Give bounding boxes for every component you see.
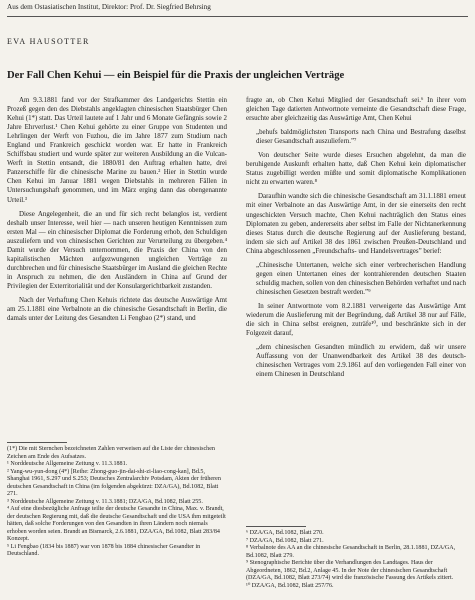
- footnote: ² Yang-wu-yun-dong (4*) [Reihe: Zhong-guo-jin-dai-shi-zi-liao-cong-kan], Bd.5, Shanghai 1961, S.297 und S.253; Deutsches Zentralarchiv Potsdam, Akten der früheren deutschen Gesandtschaft in China (im folgenden abgekürzt: DZA/GA), Bd.1082, Blatt 271.: [7, 468, 221, 497]
- left-footnotes: [7, 438, 227, 559]
- quotation: „Chinesische Untertanen, welche sich einer verbrecherischen Handlung gegen einen Untertanen eines der kontrahierenden deutschen Staaten schuldig machen, sollen von den chinesischen Behörden verhaftet und nach chinesischen Gesetzen bestraft werden.”⁹: [256, 260, 466, 296]
- footnote: ⁵ Li Fengbao (1834 bis 1887) war von 1878 bis 1884 chinesischer Gesandter in Deutschland.: [7, 543, 201, 557]
- right-column: [246, 96, 466, 384]
- page-header: Aus dem Ostasiatischen Institut, Direktor: Prof. Dr. Siegfried Behrsing: [7, 3, 211, 11]
- header-rule: [7, 16, 468, 17]
- footnote: ⁷ DZA/GA, Bd.1082, Blatt 271.: [246, 537, 324, 544]
- quotation: „dem chinesischen Gesandten mündlich zu erwidern, daß wir unsere Auffassung von der Unanwendbarkeit des Artikel 38 des deutsch-chinesischen Vertrages vom 2.9.1861 auf den vorliegenden Fall einer von einem Chinesen in Deutschland: [256, 343, 466, 379]
- author: EVA HAUSOTTER: [7, 37, 90, 46]
- paragraph: Nach der Verhaftung Chen Kehuis richtete das deutsche Auswärtige Amt am 25.1.1881 eine Verbalnote an die chinesische Gesandtschaft in Berlin, die damals unter der Leitung des Gesandten Li Fengbao (2*) stand, und: [7, 295, 227, 323]
- paragraph: Diese Angelegenheit, die an und für sich recht belanglos ist, verdient deshalb unser Interesse, weil hier — nach unseren heutigen Kenntnissen zum ersten Mal — ein chinesischer Diplomat die Forderung erhob, den Schuldigen auszuliefern und von chinesischen Gerichten zur Verurteilung zu übergeben.⁴ Damit wurde der Versuch unternommen, die Praxis der China von den kapitalistischen Mächten aufgezwungenen ungleichen Verträge zu durchbrechen und für chinesische Staatsbürger im Ausland die gleichen Rechte in Anspruch zu nehmen, die den Ausländern in China auf Grund der Privilegien der Exterritorialität und der Konsulargerichtbarkeit zustanden.: [7, 209, 227, 290]
- footnote-rule: [7, 442, 67, 443]
- footnote: (1*) Die mit Sternchen bezeichneten Zahlen verweisen auf die Liste der chinesischen Zeichen am Ende des Aufsatzes.: [7, 446, 215, 460]
- footnote: ⁶ DZA/GA, Bd.1082, Blatt 270.: [246, 530, 324, 536]
- footnote: ⁸ Verbalnote des AA an die chinesische Gesandtschaft in Berlin, 28.1.1881, DZA/GA, Bd.1082, Blatt 279.: [246, 545, 456, 559]
- paragraph: In seiner Antwortnote vom 8.2.1881 verweigerte das Auswärtige Amt wiederum die Auslieferung mit der Begründung, daß Artikel 38 nur auf Fälle, die sich in China selbst ereignen, zuträfe¹⁰, und beschränkte sich in der Folgezeit darauf,: [246, 301, 466, 338]
- footnote: ⁹ Stenographische Berichte über die Verhandlungen des Landtages. Haus der Abgeordneten, 1862, Bd.2, Anlage 45. In der Note der chinesischen Gesandtschaft (DZA/GA, Bd.1082, Blatt 273/74) wird die französische Fassung des Artikels zitiert.: [246, 560, 454, 581]
- quotation: „behufs baldmöglichsten Transports nach China und Bestrafung daselbst dieser Gesandtschaft auszuliefern.”⁷: [256, 128, 466, 146]
- left-column: [7, 96, 227, 328]
- article-title: Der Fall Chen Kehui — ein Beispiel für die Praxis der ungleichen Verträge: [7, 70, 345, 81]
- paragraph: Daraufhin wandte sich die chinesische Gesandtschaft am 31.1.1881 erneut mit einer Verbalnote an das Auswärtige Amt, in der sie einerseits den recht ungeschickten Versuch machte, Chen Kehui nachträglich den Status eines Diplomaten zu geben, andererseits aber selbst im Falle der Nichtanerkennung dieses Status durch die deutsche Regierung auf der Auslieferung bestand, indem sie sich auf Artikel 38 des 1861 zwischen Preußen-Deutschland und China abgeschlossenen „Freundschafts- und Handelsvertrages” berief:: [246, 192, 466, 255]
- footnote: ⁴ Auf eine diesbezügliche Anfrage teilte der deutsche Gesandte in China, Max. v. Brandt, der deutschen Regierung mit, daß die deutsche Gesandtschaft und die USA ihm mitgeteilt hätten, daß solche Forderungen von den Gesandten in ihren Ländern noch niemals erhoben worden seien. Brandt an Bismarck, 2.6.1881, DZA/GA, Bd.1082, Blatt 283/84 Konzept.: [7, 506, 226, 542]
- footnote-rule: [246, 526, 306, 527]
- paragraph: Am 9.3.1881 fand vor der Strafkammer des Landgerichts Stettin ein Prozeß gegen den des Diebstahls angeklagten chinesischen Staatsbürger Chen Kehui (1*) statt. Das Urteil lautete auf 1 Jahr und 6 Monate Gefängnis sowie 2 Jahre Ehrverlust.¹ Chen Kehui gehörte zu einer Gruppe von Studenten und Lehrlingen der Werft von Fuzhou, die im Jahre 1877 zum Studium nach England und Frankreich geschickt worden war. Er hatte in Frankreich Schiffsbau studiert und wurde später zur weiteren Ausbildung an die Vulcan-Werft in Stettin entsandt, die 1880/81 den Auftrag erhalten hatte, drei Panzerschiffe für die chinesische Marine zu bauen.² Hier in Stettin wurde Chen Kehui im Januar 1881 wegen Diebstahls in mehreren Fällen in Untersuchungshaft genommen, und im März erging dann das obengenannte Urteil.³: [7, 96, 227, 204]
- paragraph: Von deutscher Seite wurde dieses Ersuchen abgelehnt, da man die beruhigende Auskunft erhalten hatte, daß Chen Kehui kein diplomatischer Status zugebilligt werden müßte und somit diplomatische Komplikationen nicht zu erwarten waren.⁸: [246, 151, 466, 187]
- footnote: ¹⁰ DZA/GA, Bd.1082, Blatt 257/76.: [246, 582, 334, 589]
- footnote: ¹ Norddeutsche Allgemeine Zeitung v. 11.3.1881.: [7, 461, 128, 467]
- paragraph: fragte an, ob Chen Kehui Mitglied der Gesandtschaft sei.⁶ In ihrer vom gleichen Tage datierten Antwortnote verneinte die Gesandtschaft diese Frage, ersuchte aber gleichzeitig das Auswärtige Amt, Chen Kehui: [246, 96, 466, 123]
- right-footnotes: [246, 522, 468, 590]
- footnote: ³ Norddeutsche Allgemeine Zeitung v. 11.3.1881; DZA/GA, Bd.1082, Blatt 255.: [7, 498, 203, 505]
